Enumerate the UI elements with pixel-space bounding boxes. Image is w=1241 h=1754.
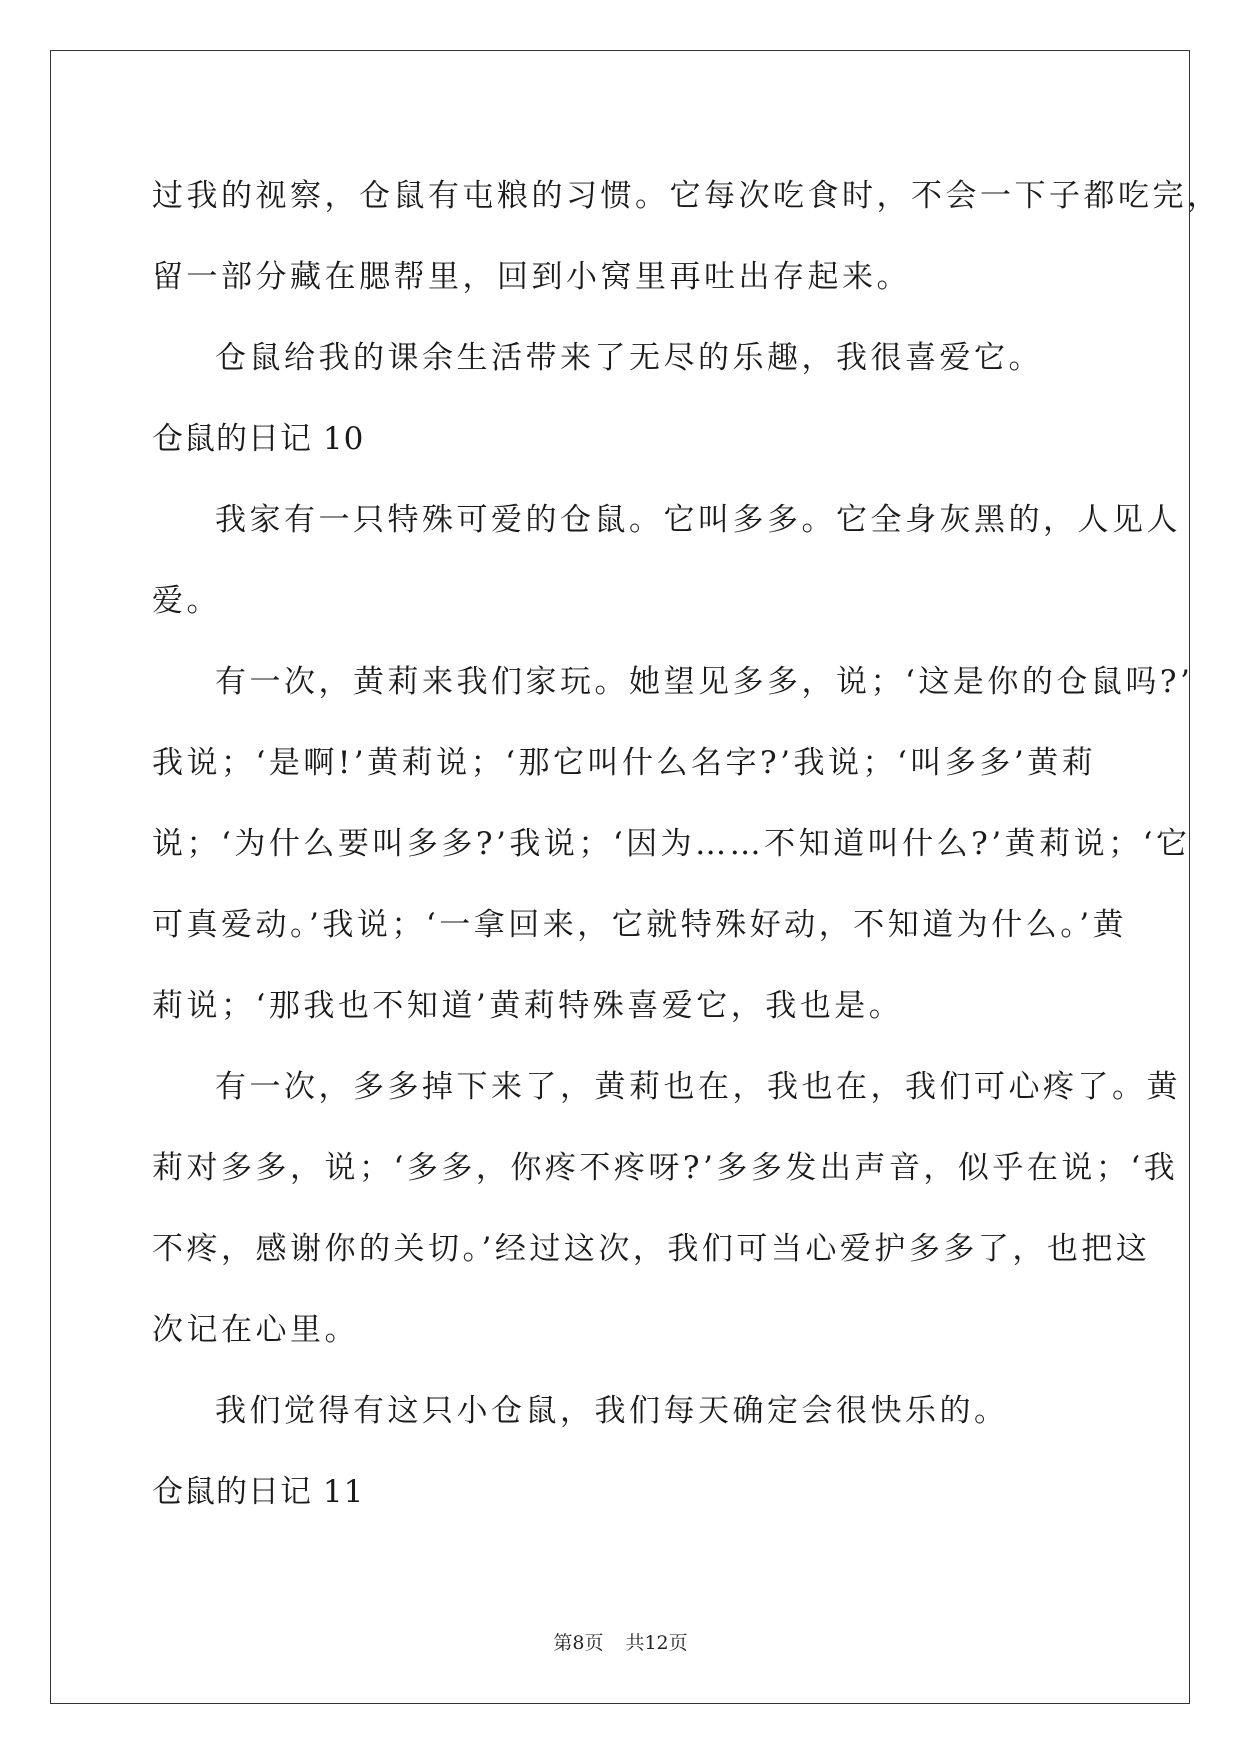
page-total: 共12页	[625, 1632, 688, 1654]
paragraph-line: 我们觉得有这只小仓鼠，我们每天确定会很快乐的。	[215, 1393, 1009, 1429]
text-line: 留一部分藏在腮帮里，回到小窝里再吐出存起来。	[152, 259, 911, 295]
text-line: 过我的视察，仓鼠有屯粮的习惯。它每次吃食时，不会一下子都吃完，	[152, 178, 1222, 214]
text-line: 爱。	[152, 583, 221, 619]
section-heading: 仓鼠的日记 10	[152, 421, 365, 457]
page-number: 第8页	[553, 1632, 604, 1654]
text-line: 说；‘为什么要叫多多?’我说；‘因为……不知道叫什么?’黄莉说；‘它	[152, 826, 1191, 862]
text-line: 次记在心里。	[152, 1312, 359, 1348]
paragraph-line: 有一次，多多掉下来了，黄莉也在，我也在，我们可心疼了。黄	[215, 1069, 1181, 1105]
document-body	[152, 156, 1222, 1533]
text-line: 莉对多多，说；‘多多，你疼不疼呀?’多多发出声音，似乎在说；‘我	[152, 1150, 1179, 1186]
paragraph-line: 仓鼠给我的课余生活带来了无尽的乐趣，我很喜爱它。	[215, 340, 1043, 376]
paragraph-line: 我家有一只特殊可爱的仓鼠。它叫多多。它全身灰黑的，人见人	[215, 502, 1181, 538]
paragraph-line: 有一次，黄莉来我们家玩。她望见多多，说；‘这是你的仓鼠吗?’	[215, 664, 1194, 700]
text-line: 莉说；‘那我也不知道’黄莉特殊喜爱它，我也是。	[152, 988, 904, 1024]
section-heading: 仓鼠的日记 11	[152, 1474, 365, 1510]
text-line: 我说；‘是啊!’黄莉说；‘那它叫什么名字?’我说；‘叫多多’黄莉	[152, 745, 1097, 781]
text-line: 不疼，感谢你的关切。’经过这次，我们可当心爱护多多了，也把这	[152, 1231, 1151, 1267]
text-line: 可真爱动。’我说；‘一拿回来，它就特殊好动，不知道为什么。’黄	[152, 907, 1128, 943]
page-footer	[0, 1630, 1241, 1656]
